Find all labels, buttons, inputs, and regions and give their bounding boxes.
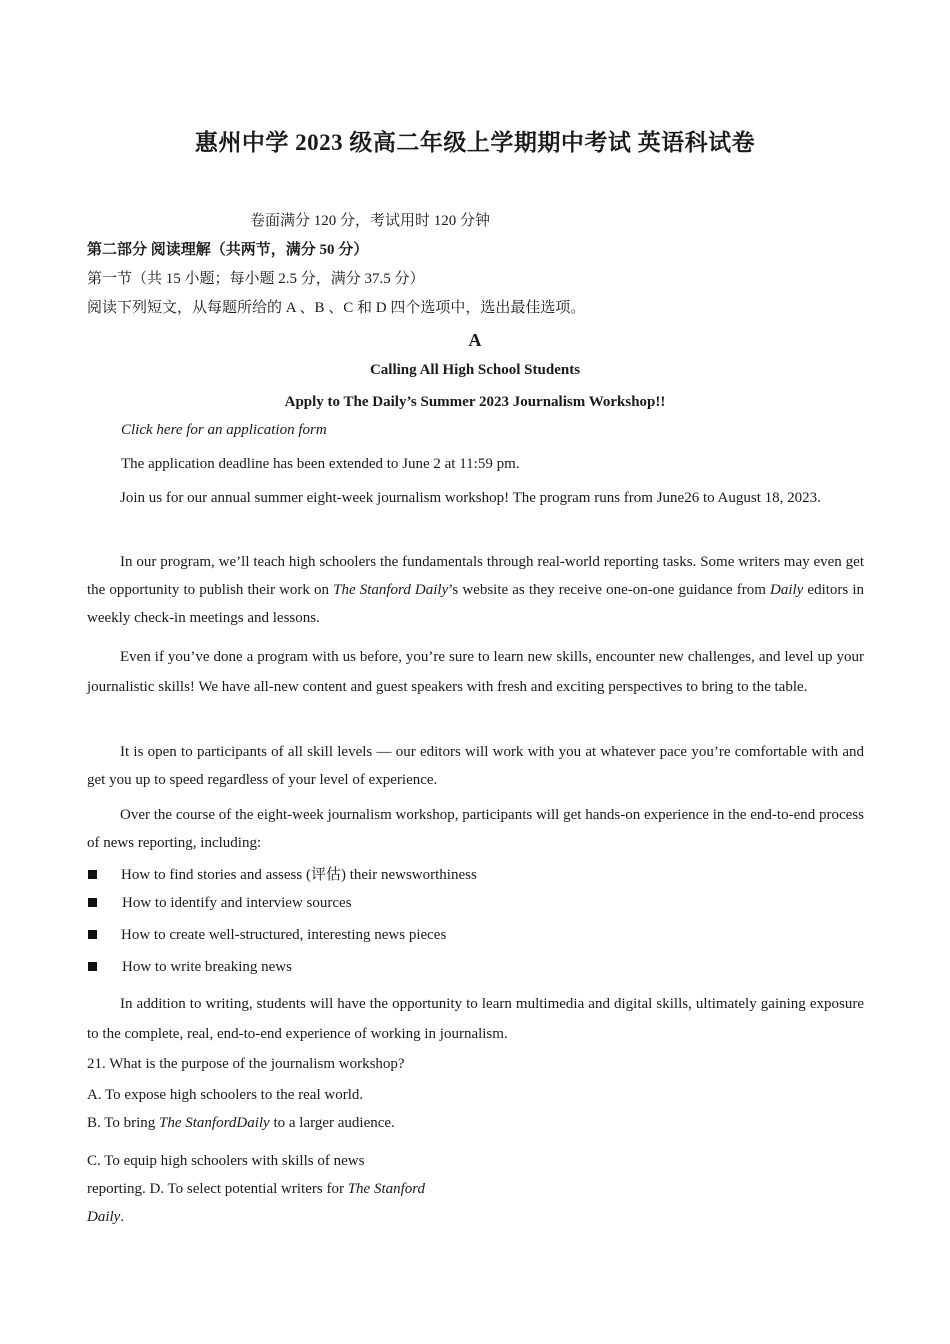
- passage-heading: Calling All High School Students: [369, 362, 581, 378]
- stanford-daily-name: The Stanford Daily: [333, 582, 449, 598]
- bullet-item: How to identify and interview sources: [122, 895, 352, 911]
- exam-title: 惠州中学 2023 级高二年级上学期期中考试 英语科试卷: [194, 130, 756, 155]
- paragraph-program: In our program, we’ll teach high schoolers the fundamentals through real-world reporting tasks. Some writers may even get the opportunity to publish their work on The Stanford Daily’s website as they receive one-on-one guidance from Daily editors in weekly check-in meetings and lessons.: [87, 554, 864, 626]
- bullet-square-icon: [88, 898, 97, 907]
- passage-letter: A: [468, 330, 482, 350]
- option-c: C. To equip high schoolers with skills of news: [87, 1153, 365, 1169]
- exam-info: 卷面满分 120 分，考试用时 120 分钟: [250, 213, 491, 229]
- paragraph-join: Join us for our annual summer eight-week journalism workshop! The program runs from June26 to August 18, 2023.: [120, 490, 821, 506]
- paragraph-even: Even if you’ve done a program with us before, you’re sure to learn new skills, encounter new challenges, and level up your journalistic skills! We have all-new content and guest speakers with fresh and exciting perspectives to bring to the table.: [87, 649, 864, 695]
- option-d-continued: Daily.: [87, 1209, 125, 1225]
- paragraph-addition: In addition to writing, students will have the opportunity to learn multimedia and digital skills, ultimately gaining exposure to the complete, real, end-to-end experience of working in journalism.: [87, 996, 864, 1042]
- bullet-square-icon: [88, 870, 97, 879]
- question-stem: 21. What is the purpose of the journalism workshop?: [87, 1056, 405, 1072]
- paragraph-open: It is open to participants of all skill levels — our editors will work with you at whatever pace you’re comfortable with and get you up to speed regardless of your level of experience.: [87, 744, 864, 788]
- paragraph-deadline: The application deadline has been extended to June 2 at 11:59 pm.: [121, 456, 520, 472]
- bullet-square-icon: [88, 962, 97, 971]
- instruction-text: 阅读下列短文，从每题所给的 A 、B 、C 和 D 四个选项中，选出最佳选项。: [87, 300, 586, 316]
- paragraph-over: Over the course of the eight-week journalism workshop, participants will get hands-on experience in the end-to-end process of news reporting, including:: [87, 807, 864, 851]
- option-d: reporting. D. To select potential writers for The Stanford: [87, 1181, 426, 1197]
- bullet-item: How to find stories and assess (评估) their newsworthiness: [121, 867, 477, 883]
- bullet-item: How to create well-structured, interesting news pieces: [121, 927, 447, 943]
- option-a: A. To expose high schoolers to the real world.: [87, 1087, 364, 1103]
- bullet-item: How to write breaking news: [122, 959, 292, 975]
- bullet-square-icon: [88, 930, 97, 939]
- section-heading: 第一节（共 15 小题；每小题 2.5 分，满分 37.5 分）: [87, 271, 425, 287]
- application-form-link[interactable]: Click here for an application form: [121, 422, 327, 438]
- option-b: B. To bring The StanfordDaily to a larger audience.: [87, 1115, 395, 1131]
- part-heading: 第二部分 阅读理解（共两节，满分 50 分）: [87, 242, 369, 258]
- passage-subheading: Apply to The Daily’s Summer 2023 Journalism Workshop!!: [284, 394, 666, 410]
- daily-name: Daily: [770, 582, 804, 598]
